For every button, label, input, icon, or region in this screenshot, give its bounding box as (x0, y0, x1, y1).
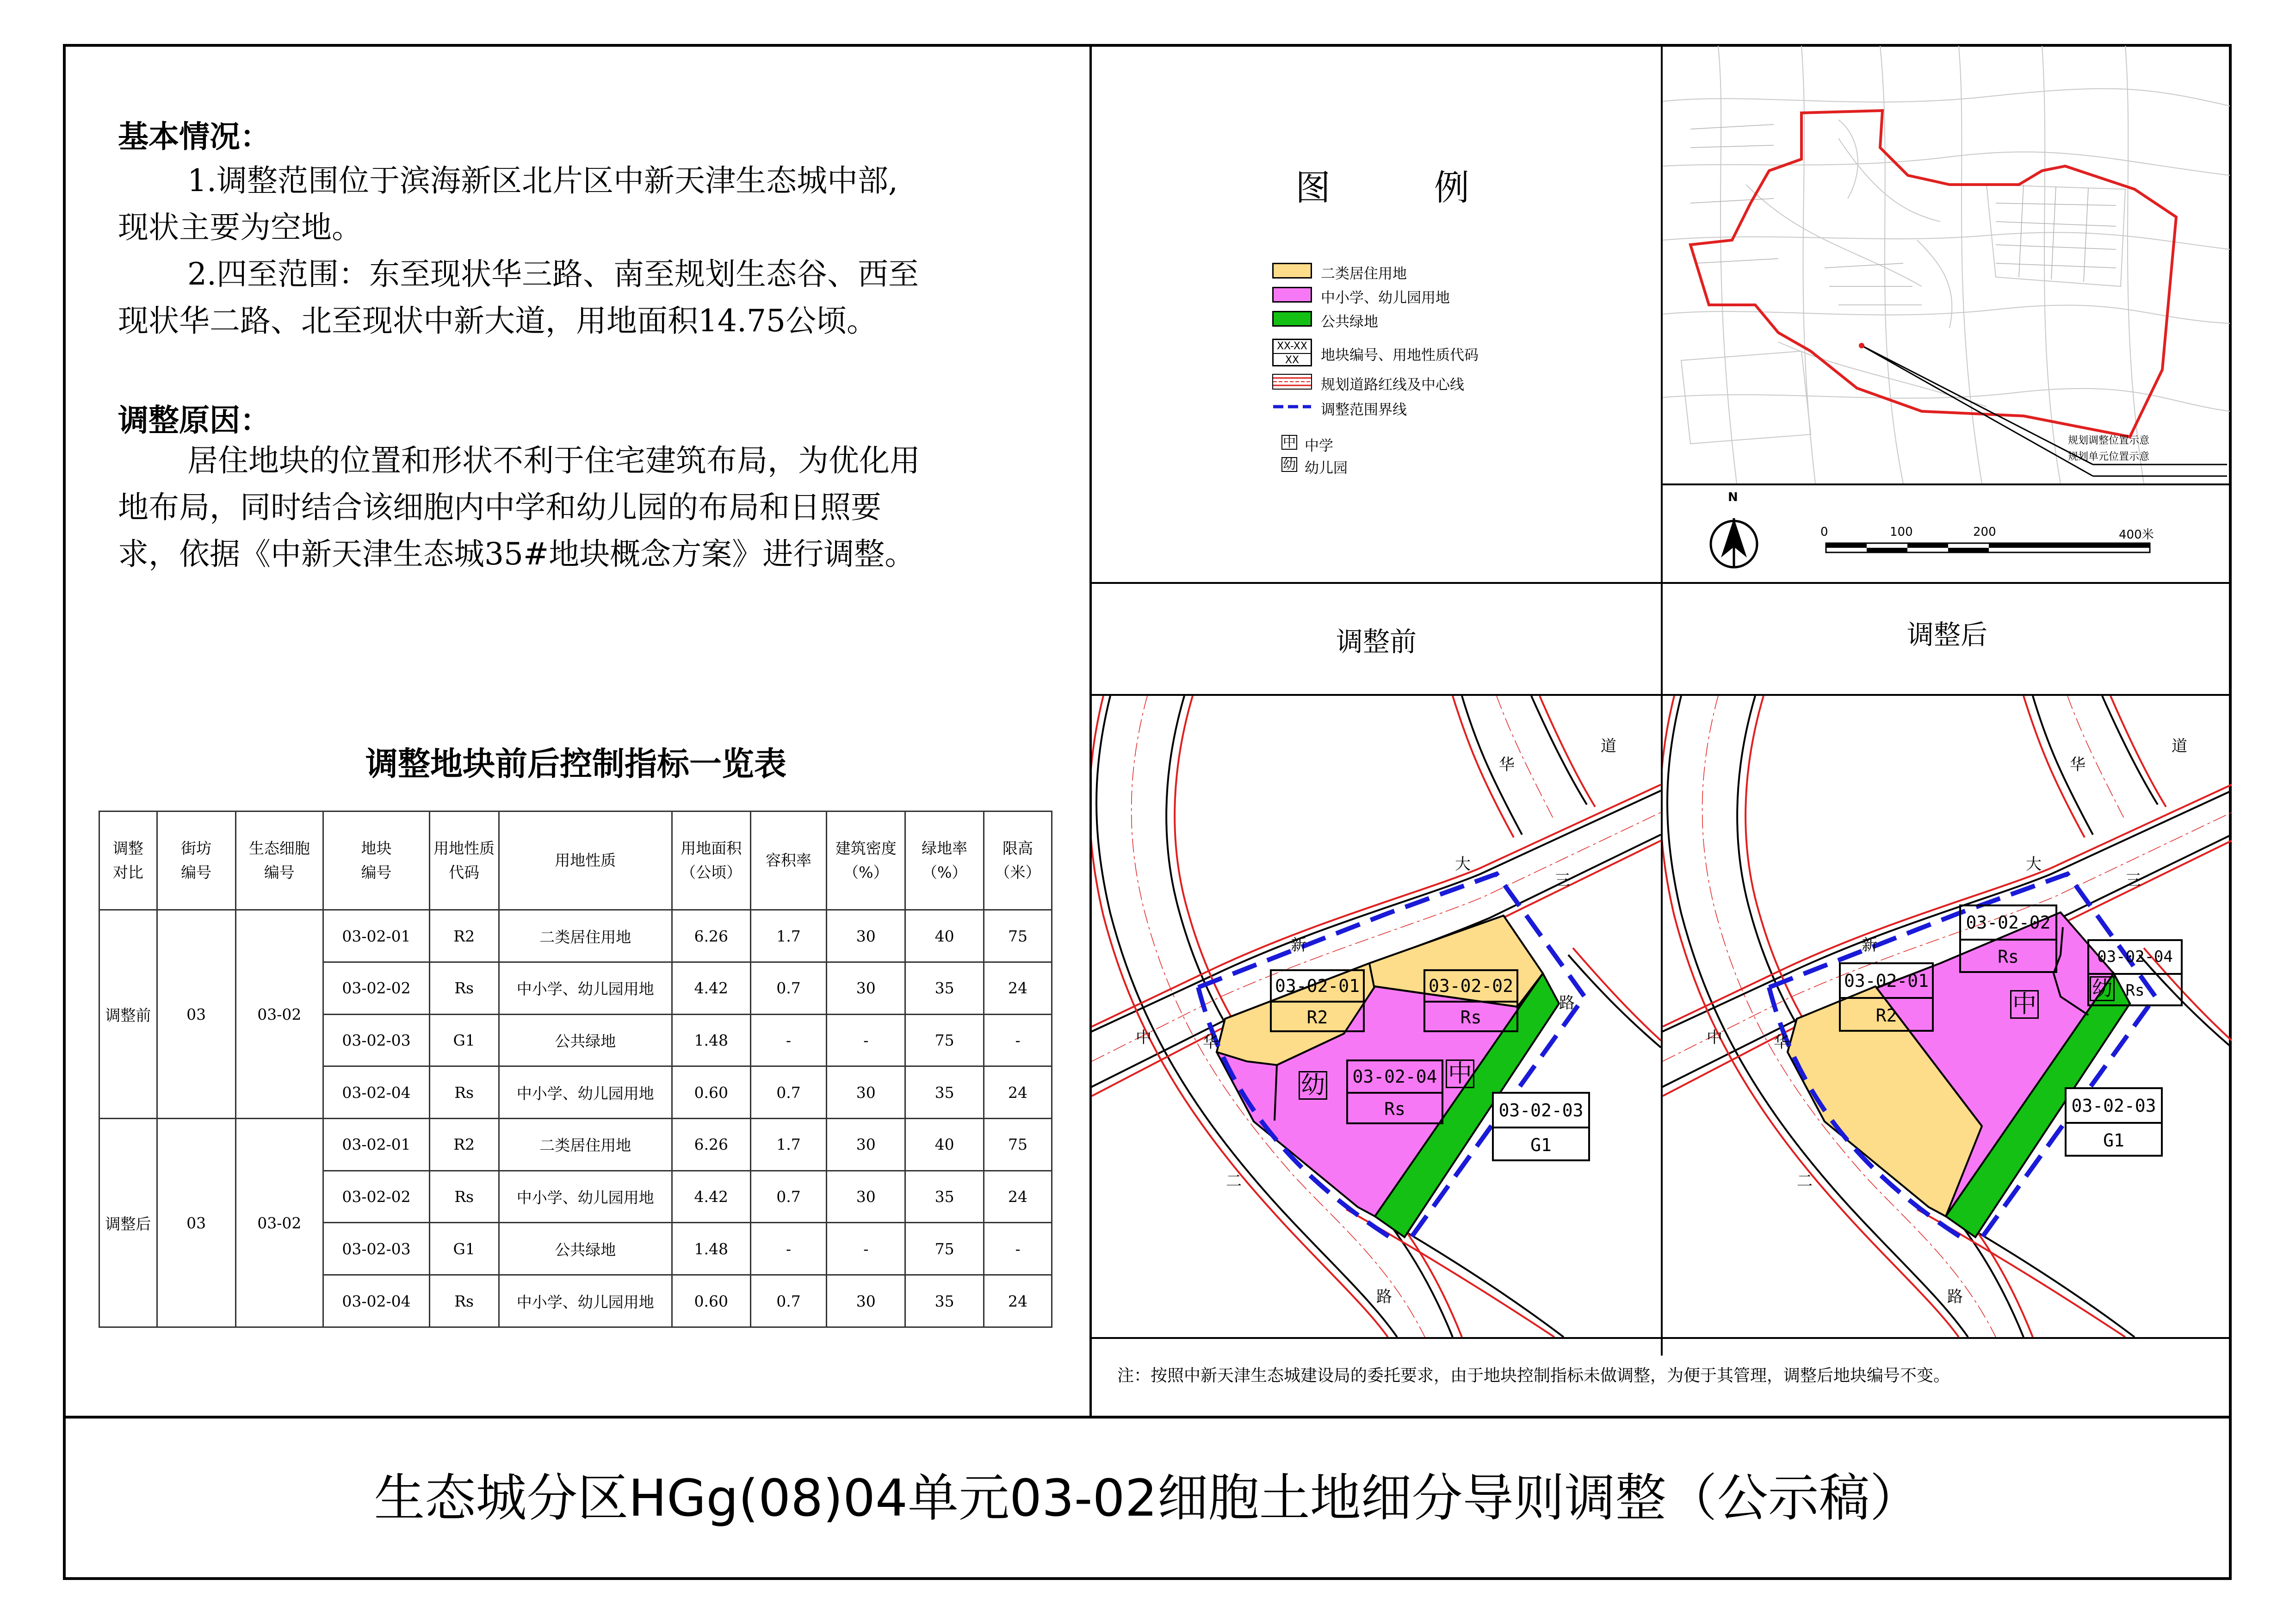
table-cell: 03-02-03 (323, 1223, 430, 1275)
table-cell: 35 (905, 1275, 984, 1327)
after-label-rs04-code: Rs (2125, 981, 2145, 1000)
table-cell: - (827, 1223, 905, 1275)
after-road-char-hua-w: 华 (1774, 1033, 1789, 1052)
table-cell: 30 (827, 910, 905, 962)
road-char-lu-s: 路 (1376, 1288, 1392, 1306)
table-cell: 二类居住用地 (499, 910, 672, 962)
table-cell: - (827, 1014, 905, 1066)
school-symbol-icon: 中 (1281, 435, 1297, 450)
table-cell: G1 (429, 1014, 499, 1066)
table-cell: 30 (827, 1119, 905, 1171)
table-cell: 40 (905, 1119, 984, 1171)
after-label-rs04-id: 03-02-04 (2089, 941, 2181, 975)
table-header-cell (984, 812, 1052, 910)
table-cell: R2 (429, 910, 499, 962)
after-label-rs02-id: 03-02-02 (1961, 906, 2055, 941)
kindergarten-symbol-icon: 幼 (1281, 457, 1297, 472)
legend-swatch-road (1272, 374, 1312, 390)
table-cell: 03-02-01 (323, 1119, 430, 1171)
table-header-text: 编号 (264, 863, 295, 882)
table-header-text: 对比 (112, 863, 143, 882)
legend-code-top: XX-XX (1274, 340, 1311, 354)
table-cell: 03-02-02 (323, 1171, 430, 1223)
legend-label-school: 中学 (1305, 438, 1333, 454)
table-cell: 35 (905, 1066, 984, 1119)
table-header-cell (235, 812, 323, 910)
road-char-zhong: 中 (1136, 1028, 1151, 1047)
legend-swatch-g1 (1272, 311, 1312, 327)
table-cell: 中小学、幼儿园用地 (499, 1066, 672, 1119)
legend-label-rs: 中小学、幼儿园用地 (1321, 290, 1450, 306)
after-road-char-hua: 华 (2070, 756, 2086, 774)
before-title: 调整前 (1336, 626, 1417, 657)
table-header-text: （公顷） (681, 863, 742, 882)
after-label-r2 (1839, 962, 1934, 1032)
table-cell: 1.7 (750, 910, 827, 962)
after-label-rs02-code: Rs (1998, 947, 2019, 967)
scale-tick-0: 0 (1820, 525, 1828, 539)
table-cell: 6.26 (672, 910, 750, 962)
before-map (1092, 696, 1661, 1337)
table-cell: 03-02-04 (323, 1275, 430, 1327)
table-cell: 0.7 (750, 1066, 827, 1119)
table-cell: Rs (429, 1066, 499, 1119)
table-cell: 24 (984, 1275, 1052, 1327)
unit-boundary (1690, 111, 2176, 437)
after-label-r2-code: R2 (1875, 1005, 1897, 1026)
before-label-r2-code: R2 (1306, 1007, 1328, 1028)
reason-line-3: 求，依据《中新天津生态城35#地块概念方案》进行调整。 (118, 536, 916, 572)
legend-label-r2: 二类居住用地 (1321, 266, 1407, 282)
legend-label-g1: 公共绿地 (1321, 314, 1378, 330)
legend-swatch-code (1272, 339, 1312, 366)
legend-label-boundary: 调整范围界线 (1321, 402, 1407, 418)
after-map (1663, 696, 2232, 1337)
table-cell: 75 (984, 910, 1052, 962)
table-cell: 40 (905, 910, 984, 962)
table-cell: - (984, 1014, 1052, 1066)
table-cell: 75 (905, 1014, 984, 1066)
table-cell: - (984, 1223, 1052, 1275)
basic-info-heading: 基本情况： (118, 118, 271, 155)
after-road-char-san: 三 (2125, 871, 2141, 890)
after-road-char-xin: 新 (1862, 936, 1877, 954)
table-cell: 24 (984, 1066, 1052, 1119)
table-cell: 二类居住用地 (499, 1119, 672, 1171)
before-label-rs04-id: 03-02-04 (1348, 1061, 1442, 1094)
table-header-cell (323, 812, 430, 910)
table-cell: Rs (429, 962, 499, 1014)
table-group-block: 03 (157, 1119, 235, 1327)
table-header-cell (157, 812, 235, 910)
after-label-g1-code: G1 (2103, 1130, 2124, 1151)
table-header-text: 街坊 (181, 839, 212, 858)
legend-label-kindergarten: 幼儿园 (1305, 460, 1348, 477)
scale-tick-400: 400米 (2119, 528, 2154, 542)
index-table (99, 811, 1052, 1328)
before-kindergarten-icon: 幼 (1299, 1071, 1327, 1100)
after-kindergarten-icon: 幼 (2090, 976, 2115, 1001)
before-school-icon: 中 (1446, 1059, 1474, 1088)
road-char-dao: 道 (1601, 737, 1616, 756)
table-row (99, 910, 1052, 962)
table-group-label: 调整前 (99, 910, 157, 1119)
after-road-char-zhong: 中 (1707, 1028, 1722, 1047)
before-label-g1-code: G1 (1530, 1134, 1552, 1155)
table-cell: 30 (827, 962, 905, 1014)
table-header-text: 建筑密度 (835, 839, 897, 858)
reason-line-1: 居住地块的位置和形状不利于住宅建筑布局，为优化用 (187, 443, 920, 478)
divider-legend-row (1089, 582, 2232, 584)
road-char-san: 三 (1554, 871, 1570, 890)
before-label-rs04-code: Rs (1384, 1099, 1405, 1119)
table-header-text: 地块 (361, 839, 392, 858)
after-label-g1-id: 03-02-03 (2067, 1089, 2161, 1124)
table-title: 调整地块前后控制指标一览表 (365, 745, 786, 783)
table-cell: 4.42 (672, 962, 750, 1014)
before-label-g1 (1492, 1092, 1590, 1161)
table-cell: - (750, 1223, 827, 1275)
table-cell: 75 (905, 1223, 984, 1275)
table-header-text: 生态细胞 (248, 839, 310, 858)
road-char-hua: 华 (1499, 756, 1515, 774)
table-cell: 6.26 (672, 1119, 750, 1171)
after-road-char-da: 大 (2026, 855, 2042, 873)
table-cell: 0.60 (672, 1275, 750, 1327)
divider-title-bar (63, 1416, 2232, 1419)
scale-tick-100: 100 (1890, 525, 1913, 539)
table-header-text: 编号 (181, 863, 212, 882)
footnote: 注：按照中新天津生态城建设局的委托要求，由于地块控制指标未做调整，为便于其管理，调整后地块编号不变。 (1117, 1366, 1950, 1385)
after-road-char-dao: 道 (2172, 737, 2187, 756)
legend-swatch-r2 (1272, 263, 1312, 279)
before-label-rs02-id: 03-02-02 (1425, 971, 1516, 1003)
north-label: N (1728, 490, 1738, 504)
table-cell: 03-02-02 (323, 962, 430, 1014)
table-header-cell (672, 812, 750, 910)
table-header-text: 用地面积 (681, 839, 742, 858)
table-cell: 35 (905, 1171, 984, 1223)
table-header-text: 调整 (112, 839, 143, 858)
table-header-cell (827, 812, 905, 910)
table-cell: 0.7 (750, 1171, 827, 1223)
table-cell: 03-02-04 (323, 1066, 430, 1119)
table-group-block: 03 (157, 910, 235, 1119)
basic-info-text (118, 157, 1043, 344)
table-cell: 35 (905, 962, 984, 1014)
table-group-cell: 03-02 (235, 1119, 323, 1327)
before-label-g1-id: 03-02-03 (1494, 1094, 1588, 1128)
table-cell: 1.48 (672, 1223, 750, 1275)
table-cell: 30 (827, 1275, 905, 1327)
table-cell: 公共绿地 (499, 1223, 672, 1275)
reason-line-2: 地布局，同时结合该细胞内中学和幼儿园的布局和日照要 (118, 489, 881, 525)
scale-tick-200: 200 (1973, 525, 1996, 539)
after-road-char-er: 二 (1797, 1172, 1813, 1190)
reason-heading: 调整原因： (118, 402, 271, 438)
table-header-row (99, 812, 1052, 910)
table-cell: 中小学、幼儿园用地 (499, 962, 672, 1014)
table-header-text: （%） (843, 863, 889, 882)
before-label-rs04 (1346, 1059, 1443, 1124)
table-header-text: （米） (995, 863, 1041, 882)
table-cell: 0.60 (672, 1066, 750, 1119)
after-road-char-lu-s: 路 (1947, 1288, 1963, 1306)
after-label-g1 (2065, 1087, 2163, 1157)
legend-label-code: 地块编号、用地性质代码 (1321, 347, 1479, 364)
table-cell: 03-02-03 (323, 1014, 430, 1066)
after-label-rs02 (1959, 904, 2057, 973)
road-char-er: 二 (1226, 1172, 1242, 1190)
table-header-cell (905, 812, 984, 910)
table-cell: G1 (429, 1223, 499, 1275)
basic-line-1: 1.调整范围位于滨海新区北片区中新天津生态城中部, (187, 163, 898, 198)
divider-note (1089, 1337, 2232, 1339)
table-header-cell (499, 812, 672, 910)
table-cell: - (750, 1014, 827, 1066)
location-map (1663, 46, 2230, 483)
table-cell: 1.7 (750, 1119, 827, 1171)
table-header-cell (99, 812, 157, 910)
table-header-text: 容积率 (766, 851, 811, 870)
divider-locmap-scale (1661, 483, 2232, 485)
table-cell: 24 (984, 1171, 1052, 1223)
legend-title-a: 图 (1295, 167, 1331, 208)
table-cell: Rs (429, 1171, 499, 1223)
table-cell: 4.42 (672, 1171, 750, 1223)
table-cell: 中小学、幼儿园用地 (499, 1275, 672, 1327)
table-header-text: 绿地率 (922, 839, 968, 858)
legend-title-b: 例 (1434, 167, 1469, 208)
loc-label-adjust: 规划调整位置示意 (2068, 435, 2150, 446)
adjust-location-marker (1859, 343, 1864, 348)
table-cell: 1.48 (672, 1014, 750, 1066)
table-header-cell (429, 812, 499, 910)
before-label-r2-id: 03-02-01 (1272, 971, 1363, 1003)
table-cell: 24 (984, 962, 1052, 1014)
before-label-r2 (1270, 969, 1365, 1032)
after-title: 调整后 (1906, 619, 1987, 650)
basic-line-2: 现状主要为空地。 (118, 210, 362, 245)
table-cell: R2 (429, 1119, 499, 1171)
table-group-label: 调整后 (99, 1119, 157, 1327)
after-school-icon: 中 (2010, 990, 2039, 1019)
table-cell: Rs (429, 1275, 499, 1327)
table-header-text: 限高 (1003, 839, 1034, 858)
table-row (99, 1119, 1052, 1171)
legend-label-road: 规划道路红线及中心线 (1321, 377, 1464, 393)
page-title: 生态城分区HGg(08)04单元03-02细胞土地细分导则调整（公示稿） (374, 1468, 1921, 1528)
table-cell: 中小学、幼儿园用地 (499, 1171, 672, 1223)
before-label-rs02 (1423, 969, 1518, 1032)
table-cell: 30 (827, 1171, 905, 1223)
road-char-hua-w: 华 (1203, 1033, 1219, 1052)
table-header-text: （%） (922, 863, 967, 882)
north-arrow-icon (1707, 495, 1763, 571)
table-cell: 0.7 (750, 962, 827, 1014)
legend-swatch-rs (1272, 287, 1312, 303)
road-char-da: 大 (1455, 855, 1471, 873)
table-cell: 0.7 (750, 1275, 827, 1327)
road-char-xin: 新 (1291, 936, 1306, 954)
legend-code-bottom: XX (1285, 354, 1300, 366)
table-header-cell (750, 812, 827, 910)
table-cell: 75 (984, 1119, 1052, 1171)
table-group-cell: 03-02 (235, 910, 323, 1119)
loc-label-unit: 规划单元位置示意 (2068, 451, 2150, 463)
basic-line-3: 2.四至范围：东至现状华三路、南至规划生态谷、西至 (187, 256, 919, 292)
scale-bar (1825, 542, 2163, 556)
table-header-text: 用地性质 (555, 851, 616, 870)
road-char-lu-ne: 路 (1559, 994, 1575, 1012)
table-cell: 公共绿地 (499, 1014, 672, 1066)
table-header-text: 编号 (361, 863, 392, 882)
basic-line-4: 现状华二路、北至现状中新大道，用地面积14.75公顷。 (118, 303, 877, 339)
table-header-text: 代码 (449, 863, 480, 882)
table-cell: 03-02-01 (323, 910, 430, 962)
table-header-text: 用地性质 (433, 839, 495, 858)
table-cell: 30 (827, 1066, 905, 1119)
reason-text (118, 437, 1043, 577)
after-label-r2-id: 03-02-01 (1841, 964, 1932, 999)
before-label-rs02-code: Rs (1460, 1007, 1482, 1028)
legend-swatch-boundary (1272, 399, 1312, 415)
